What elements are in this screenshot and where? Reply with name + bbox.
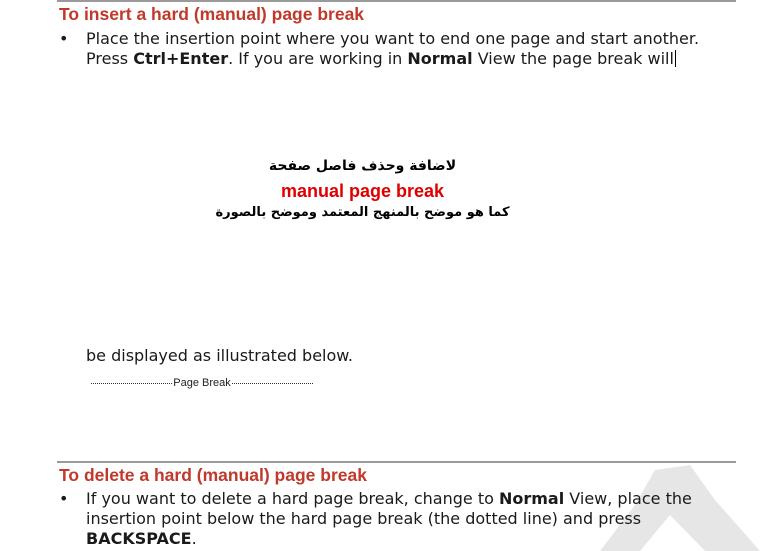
dotted-line <box>91 383 172 384</box>
annotation-english-line: manual page break <box>280 181 445 201</box>
backspace-key: BACKSPACE <box>86 529 192 548</box>
dotted-line <box>232 383 313 384</box>
insert-line-2: Press Ctrl+Enter. If you are working in Normal View the page break will <box>86 49 674 68</box>
delete-line-3: BACKSPACE. <box>86 529 197 548</box>
arabic-annotation-line-2: كما هو موضح بالمنهج المعتمد وموضح بالصورة <box>215 205 510 220</box>
bullet: • <box>59 489 69 508</box>
insert-line-1: Place the insertion point where you want to end one page and start another. <box>86 29 700 48</box>
bullet: • <box>59 29 69 48</box>
arabic-annotation-line-1: لاضافة وحذف فاصل صفحة <box>268 158 457 174</box>
delete-line-2: insertion point below the hard page break (the dotted line) and press <box>86 509 642 528</box>
text-cursor <box>675 50 676 67</box>
page-break-label: Page Break <box>173 377 231 389</box>
insert-heading: To insert a hard (manual) page break <box>59 4 365 24</box>
ctrl-enter-key: Ctrl+Enter <box>133 49 229 68</box>
insert-line-3: be displayed as illustrated below. <box>86 346 353 365</box>
delete-line-1: If you want to delete a hard page break, change to Normal View, place the <box>86 489 692 508</box>
page-break-marker <box>91 376 313 390</box>
normal-view-label: Normal <box>498 489 565 508</box>
delete-heading: To delete a hard (manual) page break <box>59 465 367 485</box>
normal-view-label: Normal <box>407 49 473 68</box>
top-rule <box>57 0 736 2</box>
